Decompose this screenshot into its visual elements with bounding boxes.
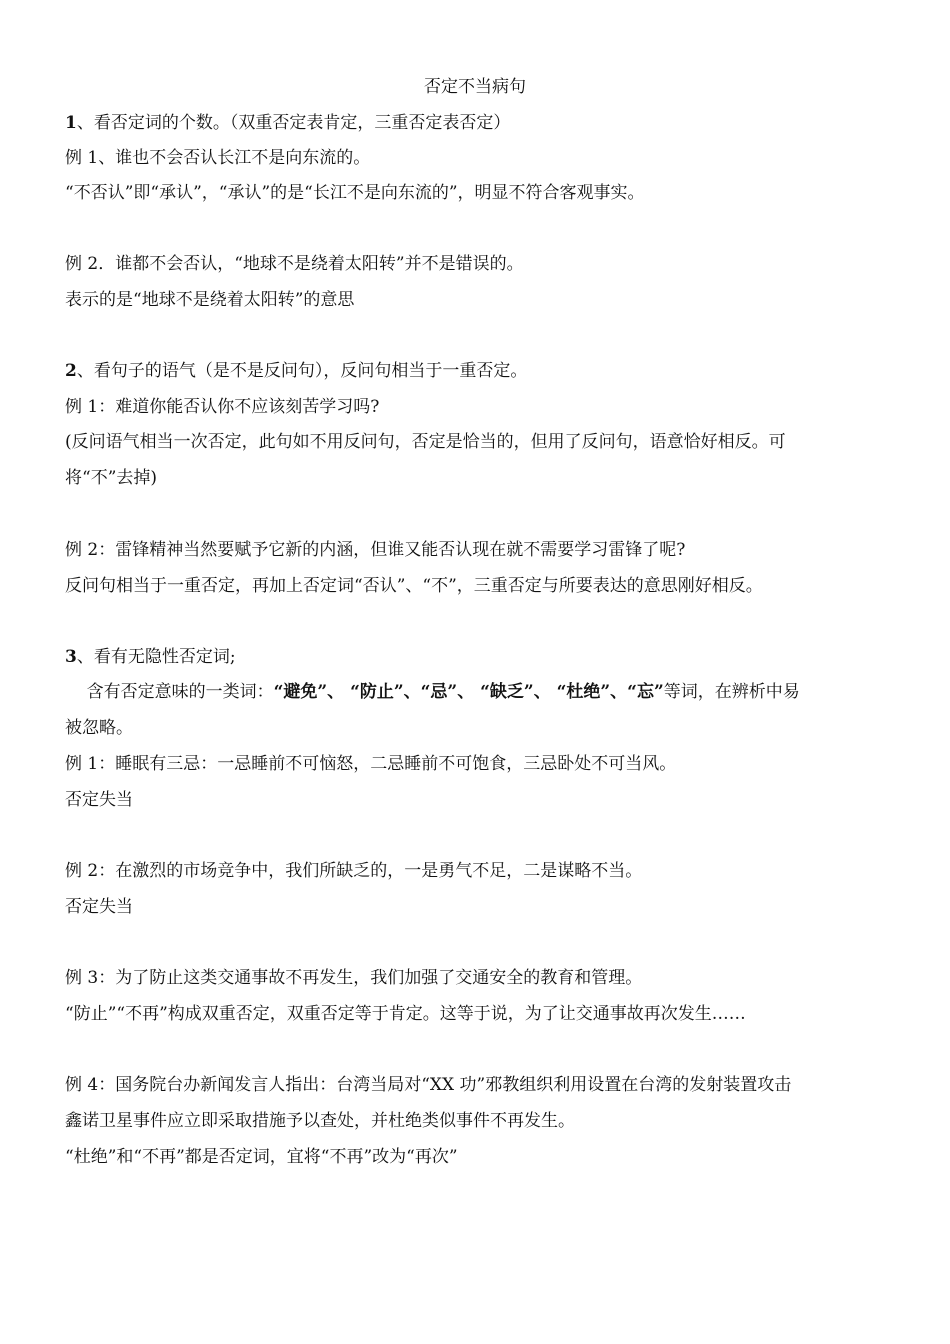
section-1-heading [65, 112, 510, 134]
s3-example-2-note: 否定失当 [65, 897, 133, 917]
s1-example-2: 例 2．谁都不会否认，“地球不是绕着太阳转”并不是错误的。 [65, 254, 524, 274]
s1-example-2-note: 表示的是“地球不是绕着太阳转”的意思 [65, 290, 355, 310]
s3-intro-pre: 含有否定意味的一类词： [65, 682, 274, 702]
section-2-heading [65, 360, 527, 382]
s3-example-3: 例 3：为了防止这类交通事故不再发生，我们加强了交通安全的教育和管理。 [65, 968, 643, 988]
s1-example-1-note: “不否认”即“承认”，“承认”的是“长江不是向东流的”，明显不符合客观事实。 [65, 183, 645, 203]
s3-intro-continued: 被忽略。 [65, 718, 133, 738]
section-3-number: 3 [65, 647, 77, 667]
s2-example-2: 例 2：雷锋精神当然要赋予它新的内涵，但谁又能否认现在就不需要学习雷锋了呢? [65, 540, 686, 560]
s3-example-1: 例 1：睡眠有三忌：一忌睡前不可恼怒，二忌睡前不可饱食，三忌卧处不可当风。 [65, 754, 677, 774]
section-1-number: 1 [65, 113, 77, 133]
section-3-heading-text: 、看有无隐性否定词; [76, 647, 236, 667]
s3-example-3-note: “防止”“不再”构成双重否定，双重否定等于肯定。这等于说，为了让交通事故再次发生…… [65, 1004, 746, 1024]
s2-example-2-note: 反问句相当于一重否定，再加上否定词“否认”、“不”，三重否定与所要表达的意思刚好相反。 [65, 576, 763, 596]
section-2-heading-text: 、看句子的语气（是不是反问句），反问句相当于一重否定。 [76, 361, 528, 381]
s3-example-1-note: 否定失当 [65, 790, 133, 810]
s2-example-1: 例 1：难道你能否认你不应该刻苦学习吗? [65, 397, 380, 417]
s3-example-4-b: 鑫诺卫星事件应立即采取措施予以查处，并杜绝类似事件不再发生。 [65, 1111, 575, 1131]
s3-example-2: 例 2：在激烈的市场竞争中，我们所缺乏的，一是勇气不足，二是谋略不当。 [65, 861, 643, 881]
page-title: 否定不当病句 [424, 77, 526, 97]
s3-intro-words: “避免”、 “防止”、“忌”、 “缺乏”、 “杜绝”、“忘” [273, 682, 664, 702]
s2-example-1-note-a: (反问语气相当一次否定，此句如不用反问句，否定是恰当的，但用了反问句，语意恰好相反。可 [65, 432, 786, 452]
section-3-heading [65, 646, 236, 668]
s3-example-4-a: 例 4：国务院台办新闻发言人指出：台湾当局对“XX 功”邪教组织利用设置在台湾的发射装置攻击 [65, 1075, 792, 1095]
s1-example-1: 例 1、谁也不会否认长江不是向东流的。 [65, 148, 371, 168]
section-2-number: 2 [65, 361, 77, 381]
s3-example-4-note: “杜绝”和“不再”都是否定词，宜将“不再”改为“再次” [65, 1147, 458, 1167]
s3-intro [65, 681, 800, 703]
s2-example-1-note-b: 将“不”去掉) [65, 468, 158, 488]
section-1-heading-text: 、看否定词的个数。（双重否定表肯定，三重否定表否定） [76, 113, 511, 133]
s3-intro-post: 等词，在辨析中易 [663, 682, 800, 702]
